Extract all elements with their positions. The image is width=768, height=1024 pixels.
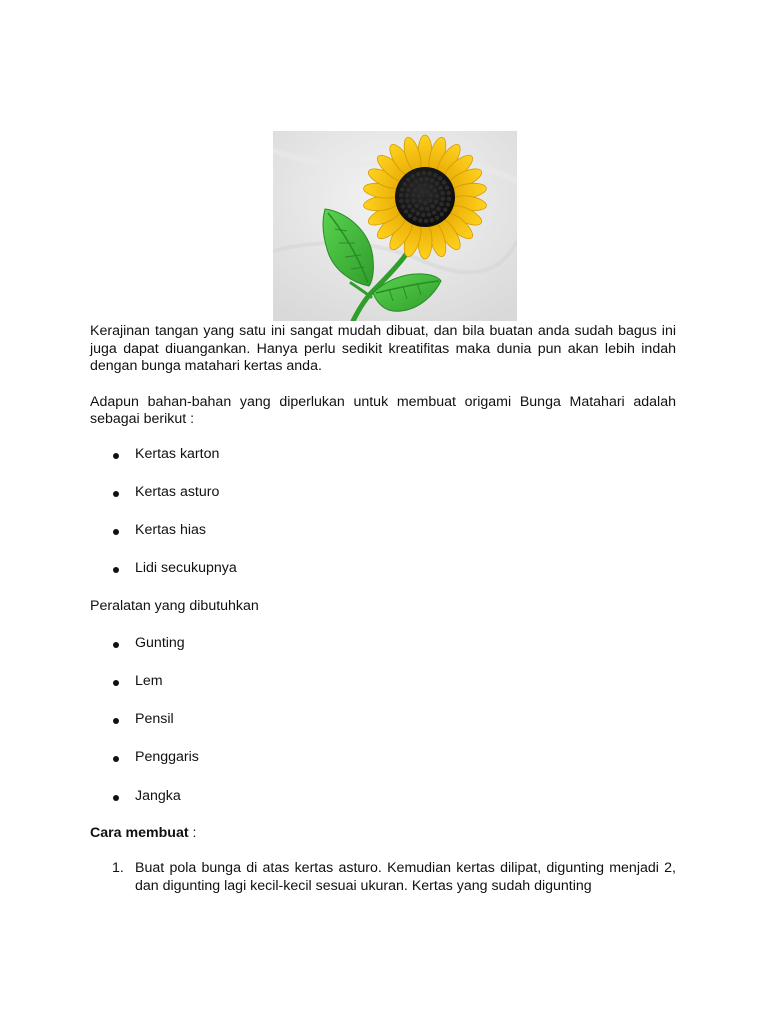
seed <box>443 208 447 212</box>
seed <box>399 193 403 197</box>
bullet-icon <box>113 642 119 648</box>
bullet-icon <box>113 567 119 573</box>
seed <box>400 187 404 191</box>
seed <box>425 177 429 181</box>
seed <box>422 171 426 175</box>
seed <box>403 182 407 186</box>
seed <box>428 198 432 202</box>
list-item <box>90 635 676 653</box>
seed <box>425 207 429 211</box>
intro-paragraph: Kerajinan tangan yang satu ini sangat mudah dibuat, dan bila buatan anda sudah bagus ini juga dapat diuangankan. Hanya perlu sedikit kreatifitas maka dunia pun akan lebih indah dengan bunga matahari kertas anda. <box>90 323 676 374</box>
seed <box>413 188 417 192</box>
list-item-label: Kertas hias <box>135 521 206 538</box>
bullet-icon <box>113 756 119 762</box>
seed <box>406 178 410 182</box>
seed <box>408 214 412 218</box>
bullet-icon <box>113 795 119 801</box>
list-item-label: Gunting <box>135 634 185 651</box>
seed <box>429 193 433 197</box>
steps-list <box>90 860 676 895</box>
seed <box>411 199 415 203</box>
list-item <box>90 673 676 691</box>
seed <box>416 172 420 176</box>
bullet-icon <box>113 718 119 724</box>
list-item-label: Lidi secukupnya <box>135 560 237 577</box>
seed <box>416 211 420 215</box>
list-item <box>90 446 676 464</box>
seed <box>420 190 424 194</box>
seed <box>404 209 408 213</box>
seed <box>446 202 450 206</box>
list-item <box>90 788 676 806</box>
seed <box>413 217 417 221</box>
seed <box>442 180 446 184</box>
sunflower-craft-photo <box>273 131 517 321</box>
seed <box>424 219 428 223</box>
tools-intro: Peralatan yang dibutuhkan <box>90 598 259 615</box>
seed <box>411 174 415 178</box>
list-item <box>90 560 676 578</box>
seed <box>406 188 410 192</box>
bullet-icon <box>113 680 119 686</box>
seed <box>435 181 439 185</box>
seed <box>435 194 439 198</box>
seed <box>439 202 443 206</box>
seed <box>433 188 437 192</box>
seed <box>432 210 436 214</box>
list-item <box>90 711 676 729</box>
seed <box>401 204 405 208</box>
seed <box>411 208 415 212</box>
steps-heading <box>90 825 676 843</box>
seed <box>420 206 424 210</box>
seed <box>434 200 438 204</box>
seed <box>418 199 422 203</box>
seed <box>440 191 444 195</box>
list-item <box>90 484 676 502</box>
seed <box>430 204 434 208</box>
steps-heading-bold: Cara membuat <box>90 824 189 841</box>
seed <box>428 171 432 175</box>
seed <box>418 218 422 222</box>
seed <box>405 193 409 197</box>
list-item <box>90 522 676 540</box>
step-item <box>90 860 676 895</box>
seed <box>423 183 427 187</box>
seed <box>411 193 415 197</box>
seed <box>407 204 411 208</box>
steps-heading-suffix: : <box>188 824 197 841</box>
materials-intro: Adapun bahan-bahan yang diperlukan untuk membuat origami Bunga Matahari adalah sebagai berikut : <box>90 393 676 427</box>
list-item-label: Jangka <box>135 787 181 804</box>
seed <box>421 213 425 217</box>
flower-center <box>395 167 455 227</box>
step-text: Buat pola bunga di atas kertas asturo. Kemudian kertas dilipat, digunting menjadi 2, dan digunting lagi kecil-kecil sesuai ukuran. Kertas yang sudah digunting <box>135 860 676 894</box>
seed <box>415 204 419 208</box>
seed <box>440 212 444 216</box>
seed <box>430 218 434 222</box>
list-item-label: Penggaris <box>135 749 199 766</box>
seed <box>417 194 421 198</box>
seed <box>430 178 434 182</box>
bullet-icon <box>113 491 119 497</box>
seed <box>429 184 433 188</box>
seed <box>425 189 429 193</box>
list-item-label: Kertas karton <box>135 445 220 462</box>
bullet-icon <box>113 453 119 459</box>
seed <box>419 177 423 181</box>
seed <box>435 216 439 220</box>
seed <box>438 186 442 190</box>
seed <box>441 197 445 201</box>
seed <box>438 176 442 180</box>
seed <box>433 173 437 177</box>
seed <box>436 207 440 211</box>
seed <box>418 184 422 188</box>
seed <box>447 197 451 201</box>
tools-list <box>90 635 676 805</box>
seed <box>423 201 427 205</box>
seed <box>399 199 403 203</box>
materials-list <box>90 446 676 578</box>
document-body <box>90 323 676 895</box>
seed <box>447 191 451 195</box>
seed <box>409 183 413 187</box>
seed <box>445 185 449 189</box>
seed <box>427 212 431 216</box>
bullet-icon <box>113 529 119 535</box>
list-item-label: Lem <box>135 672 163 689</box>
list-item <box>90 749 676 767</box>
list-item-label: Pensil <box>135 711 174 728</box>
list-item-label: Kertas asturo <box>135 483 220 500</box>
seed <box>414 179 418 183</box>
step-number: 1. <box>112 860 124 877</box>
seed <box>405 199 409 203</box>
